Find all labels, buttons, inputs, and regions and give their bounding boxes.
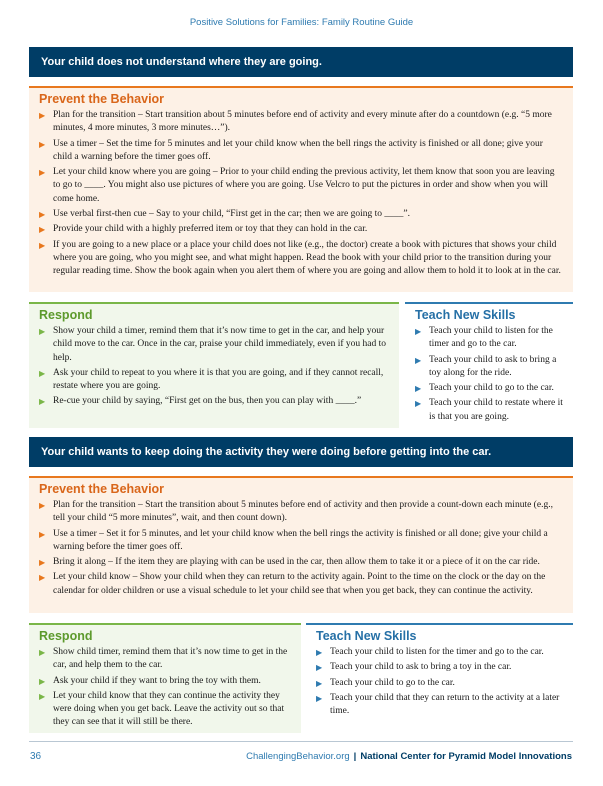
footer-site-link[interactable]: ChallengingBehavior.org <box>246 751 350 762</box>
triangle-right-icon: ▶ <box>415 399 422 409</box>
section-2-banner: Your child wants to keep doing the activity they were doing before getting into the car. <box>29 437 573 467</box>
triangle-right-icon: ▶ <box>39 573 46 583</box>
list-item-text: Let your child know where you are going – Prior to your child ending the previous activity, let them know that soon you are leaving to go to ____. You might also use pictures of where you are going. Use Velcro to put the pictures in order and show when you will come home. <box>53 167 555 204</box>
triangle-right-icon: ▶ <box>39 368 46 378</box>
list-item-text: Re-cue your child by saying, “First get on the bus, then you can play with ____.” <box>53 396 362 407</box>
triangle-right-icon: ▶ <box>39 558 46 568</box>
list-item-text: Show your child a timer, remind them that it’s now time to get in the car, and help your child move to the car. Once in the car, praise your child immediately, even if you had to help. <box>53 326 386 363</box>
triangle-right-icon: ▶ <box>39 240 46 250</box>
list-item-text: Bring it along – If the item they are playing with can be used in the car, then allow them to take it or a piece of it on the car ride. <box>53 557 540 568</box>
triangle-right-icon: ▶ <box>39 648 46 657</box>
list-item <box>415 325 569 352</box>
section-2-teach-list <box>316 646 563 718</box>
triangle-right-icon: ▶ <box>39 397 46 407</box>
list-item <box>39 395 389 408</box>
list-item <box>39 528 563 555</box>
list-item <box>39 571 563 598</box>
list-item-text: Ask your child if they want to bring the toy with them. <box>53 675 261 686</box>
list-item-text: Let your child know – Show your child when they can return to the activity again. Point to the time on the clock or the day on the calendar for older children or use a visual schedule to let your child see that when you get back, they can continue the activity. <box>53 572 546 596</box>
list-item <box>39 109 563 136</box>
footer-divider <box>29 741 573 742</box>
section-1-prevent-box <box>29 86 573 292</box>
list-item <box>39 675 291 688</box>
triangle-right-icon: ▶ <box>415 355 422 365</box>
list-item <box>39 166 563 206</box>
list-item <box>316 692 563 719</box>
page-number: 36 <box>30 751 42 762</box>
triangle-right-icon: ▶ <box>39 691 46 701</box>
list-item-text: Teach your child to listen for the timer and go to the car. <box>429 326 553 350</box>
list-item <box>39 223 563 236</box>
list-item <box>39 367 389 394</box>
list-item-text: Teach your child to ask to bring a toy along for the ride. <box>429 354 557 378</box>
triangle-right-icon: ▶ <box>316 663 323 673</box>
list-item <box>39 690 291 730</box>
section-2-prevent-title: Prevent the Behavior <box>39 482 165 496</box>
list-item <box>39 208 563 221</box>
list-item-text: Teach your child to go to the car. <box>429 383 554 394</box>
triangle-right-icon: ▶ <box>39 111 46 120</box>
list-item-text: Teach your child to listen for the timer and go to the car. <box>330 647 544 657</box>
section-1-respond-box <box>29 302 399 428</box>
triangle-right-icon: ▶ <box>415 384 422 394</box>
list-item <box>39 138 563 165</box>
section-1-prevent-title: Prevent the Behavior <box>39 92 165 106</box>
footer-organization: National Center for Pyramid Model Innovations <box>360 751 572 762</box>
footer-separator: | <box>353 751 357 762</box>
footer-attribution <box>246 751 572 762</box>
section-2-respond-list <box>39 646 291 730</box>
list-item <box>39 499 563 526</box>
list-item-text: If you are going to a new place or a place your child does not like (e.g., the doctor) create a book with pictures that shows your child where you are going, who you might see, and what might happen. Read the book with your child prior to the transition during your regular reading time. Show the book again when you alert them of where you are going and allow them to hold it to look at in the car. <box>53 239 561 277</box>
list-item-text: Show child timer, remind them that it’s now time to get in the car, and help them to the car. <box>53 647 288 671</box>
section-2-prevent-box <box>29 476 573 613</box>
triangle-right-icon: ▶ <box>39 501 46 510</box>
section-1-respond-title: Respond <box>39 308 93 322</box>
triangle-right-icon: ▶ <box>39 225 46 235</box>
triangle-right-icon: ▶ <box>316 678 323 688</box>
section-1-teach-box <box>405 302 573 428</box>
list-item <box>415 397 569 424</box>
section-2-prevent-list <box>39 499 563 598</box>
list-item <box>39 239 563 279</box>
list-item <box>39 325 389 365</box>
list-item-text: Ask your child to repeat to you where it is that you are going, and if they cannot recall, restate where you are going. <box>53 367 384 392</box>
list-item-text: Use a timer – Set it for 5 minutes, and let your child know when the bell rings the activity is finished or all done; give your child a warning before the timer goes off. <box>53 528 548 552</box>
section-1-teach-title: Teach New Skills <box>415 308 516 322</box>
list-item <box>316 646 563 659</box>
list-item-text: Use verbal first-then cue – Say to your child, “First get in the car; then we are going to ____”. <box>53 209 410 220</box>
list-item-text: Let your child know that they can continue the activity they were doing when you get back. Leave the activity out so that they can see that it will still be there. <box>53 690 285 728</box>
triangle-right-icon: ▶ <box>39 327 46 336</box>
list-item-text: Use a timer – Set the time for 5 minutes and let your child know when the bell rings the activity is finished or all done; give your child a warning before the timer goes off. <box>53 138 543 162</box>
list-item <box>415 354 569 381</box>
list-item-text: Plan for the transition – Start transition about 5 minutes before end of activity and every minute after do a countdown (e.g. “5 more minutes, 4 more minutes, 3 more minutes…”). <box>53 110 552 134</box>
section-1-teach-list <box>415 325 569 424</box>
list-item-text: Plan for the transition – Start the transition about 5 minutes before end of activity and then provide a count-down each minute (e.g., tell your child “5 more minutes”, wait, and then count down). <box>53 500 553 524</box>
section-2-respond-box <box>29 623 301 733</box>
triangle-right-icon: ▶ <box>39 529 46 539</box>
section-1-banner: Your child does not understand where they are going. <box>29 47 573 77</box>
section-2-teach-box <box>306 623 573 733</box>
list-item-text: Teach your child to go to the car. <box>330 677 455 688</box>
section-2-teach-title: Teach New Skills <box>316 629 417 643</box>
triangle-right-icon: ▶ <box>39 168 46 178</box>
list-item <box>39 556 563 569</box>
section-1-prevent-list <box>39 109 563 279</box>
list-item-text: Teach your child to ask to bring a toy in the car. <box>330 662 512 673</box>
list-item-text: Teach your child that they can return to the activity at a later time. <box>330 692 560 717</box>
list-item <box>316 661 563 674</box>
triangle-right-icon: ▶ <box>39 676 46 686</box>
section-1-respond-list <box>39 325 389 409</box>
triangle-right-icon: ▶ <box>316 693 323 703</box>
triangle-right-icon: ▶ <box>415 327 422 336</box>
list-item-text: Teach your child to restate where it is that you are going. <box>429 398 563 422</box>
document-header-title: Positive Solutions for Families: Family Routine Guide <box>189 17 414 28</box>
triangle-right-icon: ▶ <box>39 139 46 149</box>
list-item <box>39 646 291 673</box>
list-item <box>415 382 569 395</box>
list-item-text: Provide your child with a highly preferred item or toy that they can hold in the car. <box>53 224 368 235</box>
triangle-right-icon: ▶ <box>39 210 46 220</box>
list-item <box>316 677 563 690</box>
triangle-right-icon: ▶ <box>316 648 323 657</box>
section-2-respond-title: Respond <box>39 629 93 643</box>
